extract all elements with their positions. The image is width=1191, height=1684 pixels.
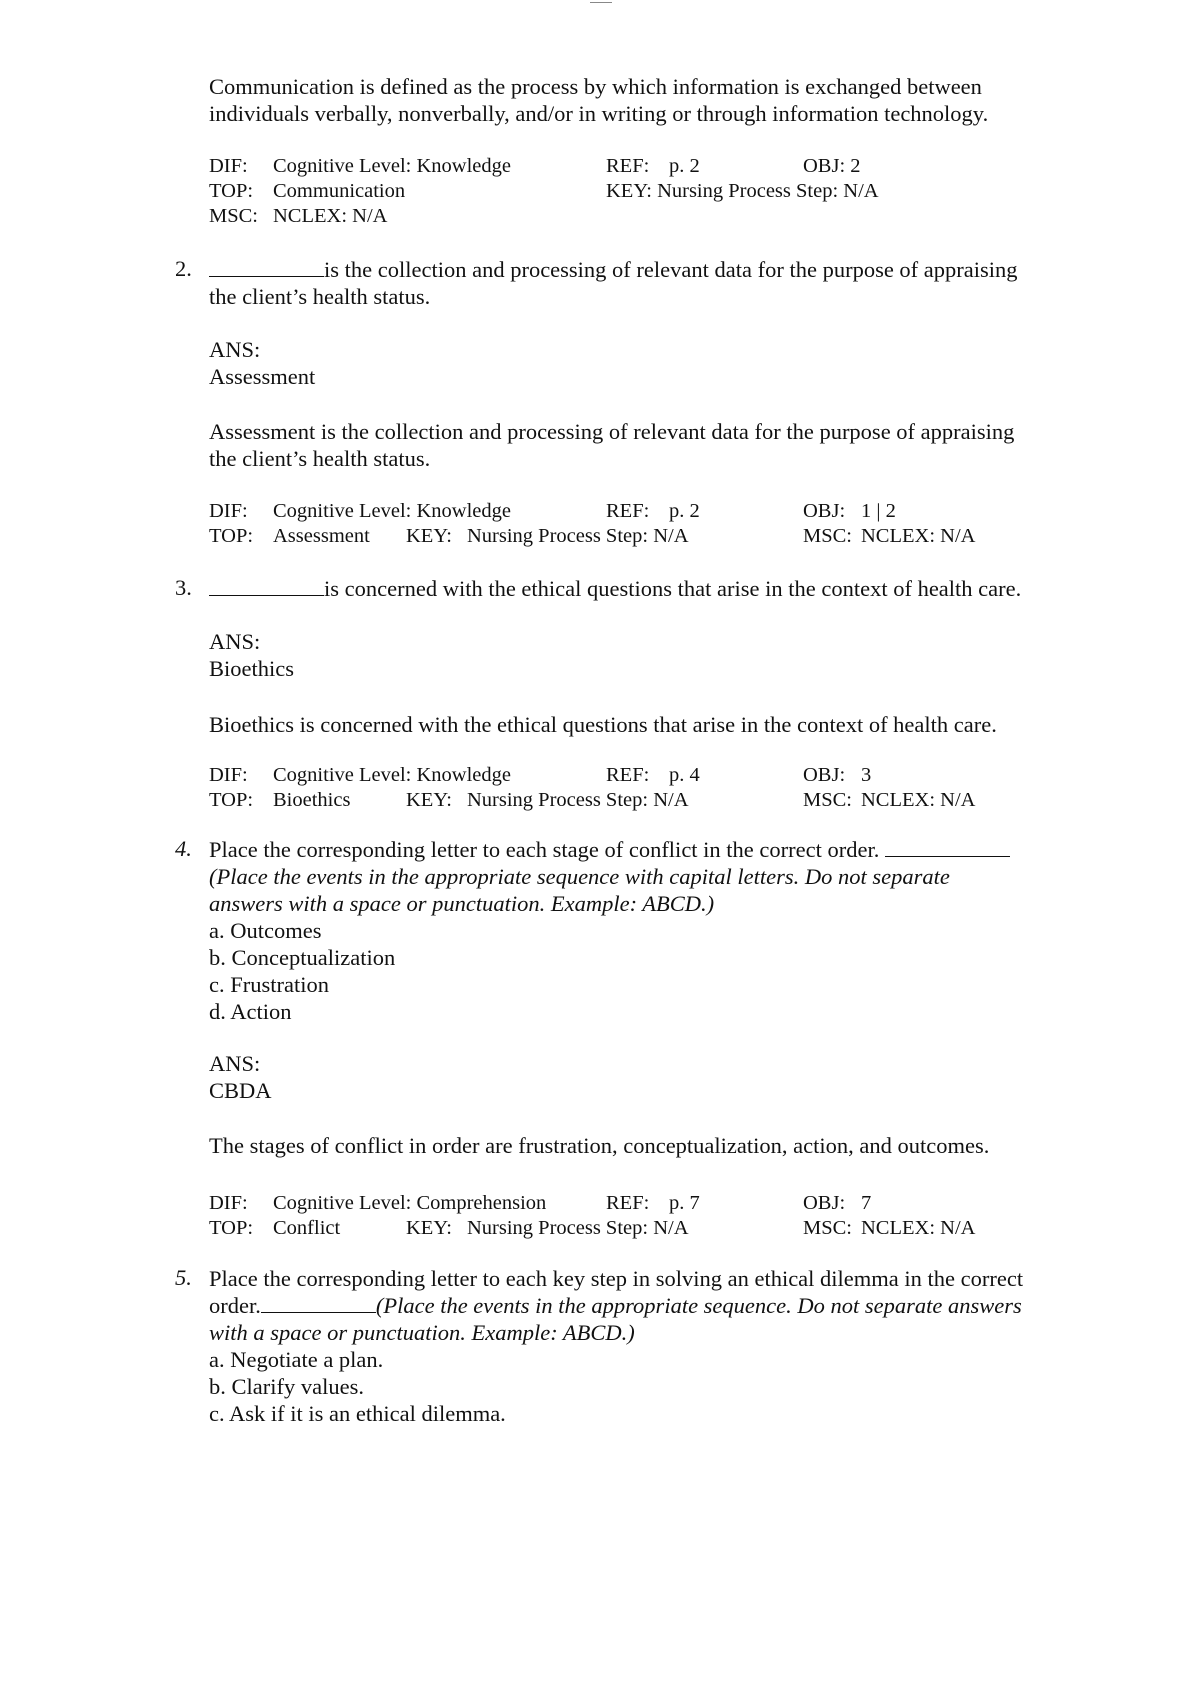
q3-dif-label: DIF: [209,764,248,786]
q2-stem-line2: the client’s health status. [209,284,431,309]
q4-option-a: a. Outcomes [209,918,322,943]
q5-stem-line2-prefix: order. [209,1293,261,1318]
q2-stem [209,256,1109,310]
q4-top-label: TOP: [209,1217,254,1239]
q4-dif-label: DIF: [209,1192,248,1214]
q2-answer-text: Assessment [209,364,316,389]
q1-dif-label: DIF: [209,155,248,177]
q4-option-c: c. Frustration [209,972,329,997]
q4-ref-value: p. 7 [669,1192,700,1214]
q4-ref-label: REF: [606,1192,650,1214]
q2-number: 2. [175,256,192,281]
q4-option-b: b. Conceptualization [209,945,396,970]
q4-top-value: Conflict [273,1217,341,1239]
q3-ref-label: REF: [606,764,650,786]
q2-stem-line1: is the collection and processing of relevant data for the purpose of appraising [324,257,1018,282]
q2-explanation-line1: Assessment is the collection and processing of relevant data for the purpose of appraising [209,419,1015,444]
q4-dif-value: Cognitive Level: Comprehension [273,1192,547,1214]
q2-top-label: TOP: [209,525,254,547]
q3-dif-value: Cognitive Level: Knowledge [273,764,511,786]
q2-dif-label: DIF: [209,500,248,522]
q4-option-d: d. Action [209,999,292,1024]
q4-metadata [209,1191,1109,1241]
q2-ref-label: REF: [606,500,650,522]
q5-stem-line1: Place the corresponding letter to each key step in solving an ethical dilemma in the correct [209,1266,1024,1291]
q3-answer-text: Bioethics [209,656,294,681]
q4-key-label: KEY: [406,1217,452,1239]
q2-answer [209,336,1109,390]
q1-explanation [209,73,1109,127]
q2-explanation [209,418,1109,472]
q5-option-c: c. Ask if it is an ethical dilemma. [209,1401,506,1426]
q3-obj-label: OBJ: [803,764,846,786]
q1-key: KEY: Nursing Process Step: N/A [606,180,879,202]
q4-stem [209,836,1109,1025]
q3-key-label: KEY: [406,789,452,811]
q1-top-label: TOP: [209,180,254,202]
q3-key-value: Nursing Process Step: N/A [467,789,689,811]
q2-obj-value: 1 | 2 [861,500,896,522]
q3-answer [209,628,1109,682]
q1-msc-label: MSC: [209,205,258,227]
q3-ref-value: p. 4 [669,764,700,786]
q3-ans-label: ANS: [209,629,261,654]
q4-msc-label: MSC: [803,1217,852,1239]
q3-top-value: Bioethics [273,789,351,811]
q3-stem [209,575,1109,602]
q2-ref-value: p. 2 [669,500,700,522]
q3-number: 3. [175,575,192,600]
q1-top-value: Communication [273,180,406,202]
q4-key-value: Nursing Process Step: N/A [467,1217,689,1239]
q4-explanation: The stages of conflict in order are frustration, conceptualization, action, and outcomes. [209,1133,990,1158]
q4-obj-value: 7 [861,1192,872,1214]
q3-obj-value: 3 [861,764,872,786]
q2-top-value: Assessment [273,525,370,547]
page-top-mark [590,2,612,3]
q4-ans-label: ANS: [209,1051,261,1076]
q5-instruction-line1: (Place the events in the appropriate sequence. Do not separate answers [375,1293,1022,1318]
q4-msc-value: NCLEX: N/A [861,1217,976,1239]
q2-msc-value: NCLEX: N/A [861,525,976,547]
q4-answer-text: CBDA [209,1078,272,1103]
q4-instruction-line1: (Place the events in the appropriate sequence with capital letters. Do not separate [209,864,950,889]
q5-number: 5. [175,1265,192,1290]
q3-stem-text: is concerned with the ethical questions that arise in the context of health care. [324,576,1022,601]
q2-ans-label: ANS: [209,337,261,362]
q3-msc-label: MSC: [803,789,852,811]
q1-metadata [209,154,1109,229]
q3-answer-blank[interactable] [209,575,324,596]
q3-explanation: Bioethics is concerned with the ethical questions that arise in the context of health care. [209,712,997,737]
q4-obj-label: OBJ: [803,1192,846,1214]
q5-option-a: a. Negotiate a plan. [209,1347,384,1372]
q5-option-b: b. Clarify values. [209,1374,364,1399]
q2-explanation-line2: the client’s health status. [209,446,431,471]
q2-msc-label: MSC: [803,525,852,547]
q4-stem-text: Place the corresponding letter to each stage of conflict in the correct order. [209,837,880,862]
q2-metadata [209,499,1109,549]
q1-obj: OBJ: 2 [803,155,861,177]
q4-number: 4. [175,836,192,861]
q3-msc-value: NCLEX: N/A [861,789,976,811]
q2-dif-value: Cognitive Level: Knowledge [273,500,511,522]
q5-stem [209,1265,1109,1427]
q1-explanation-line2: individuals verbally, nonverbally, and/or in writing or through information technology. [209,101,989,126]
q4-answer [209,1050,1109,1104]
q1-ref-value: p. 2 [669,155,700,177]
q3-metadata [209,763,1109,813]
q1-msc-value: NCLEX: N/A [273,205,388,227]
q2-key-value: Nursing Process Step: N/A [467,525,689,547]
q5-answer-blank[interactable] [261,1292,376,1313]
q2-key-label: KEY: [406,525,452,547]
q1-ref-label: REF: [606,155,650,177]
q2-answer-blank[interactable] [209,256,324,277]
q1-explanation-line1: Communication is defined as the process by which information is exchanged between [209,74,982,99]
q3-top-label: TOP: [209,789,254,811]
q2-obj-label: OBJ: [803,500,846,522]
q1-dif-value: Cognitive Level: Knowledge [273,155,511,177]
q4-answer-blank[interactable] [885,836,1010,857]
q4-instruction-line2: answers with a space or punctuation. Example: ABCD.) [209,891,715,916]
q5-instruction-line2: with a space or punctuation. Example: ABCD.) [209,1320,635,1345]
